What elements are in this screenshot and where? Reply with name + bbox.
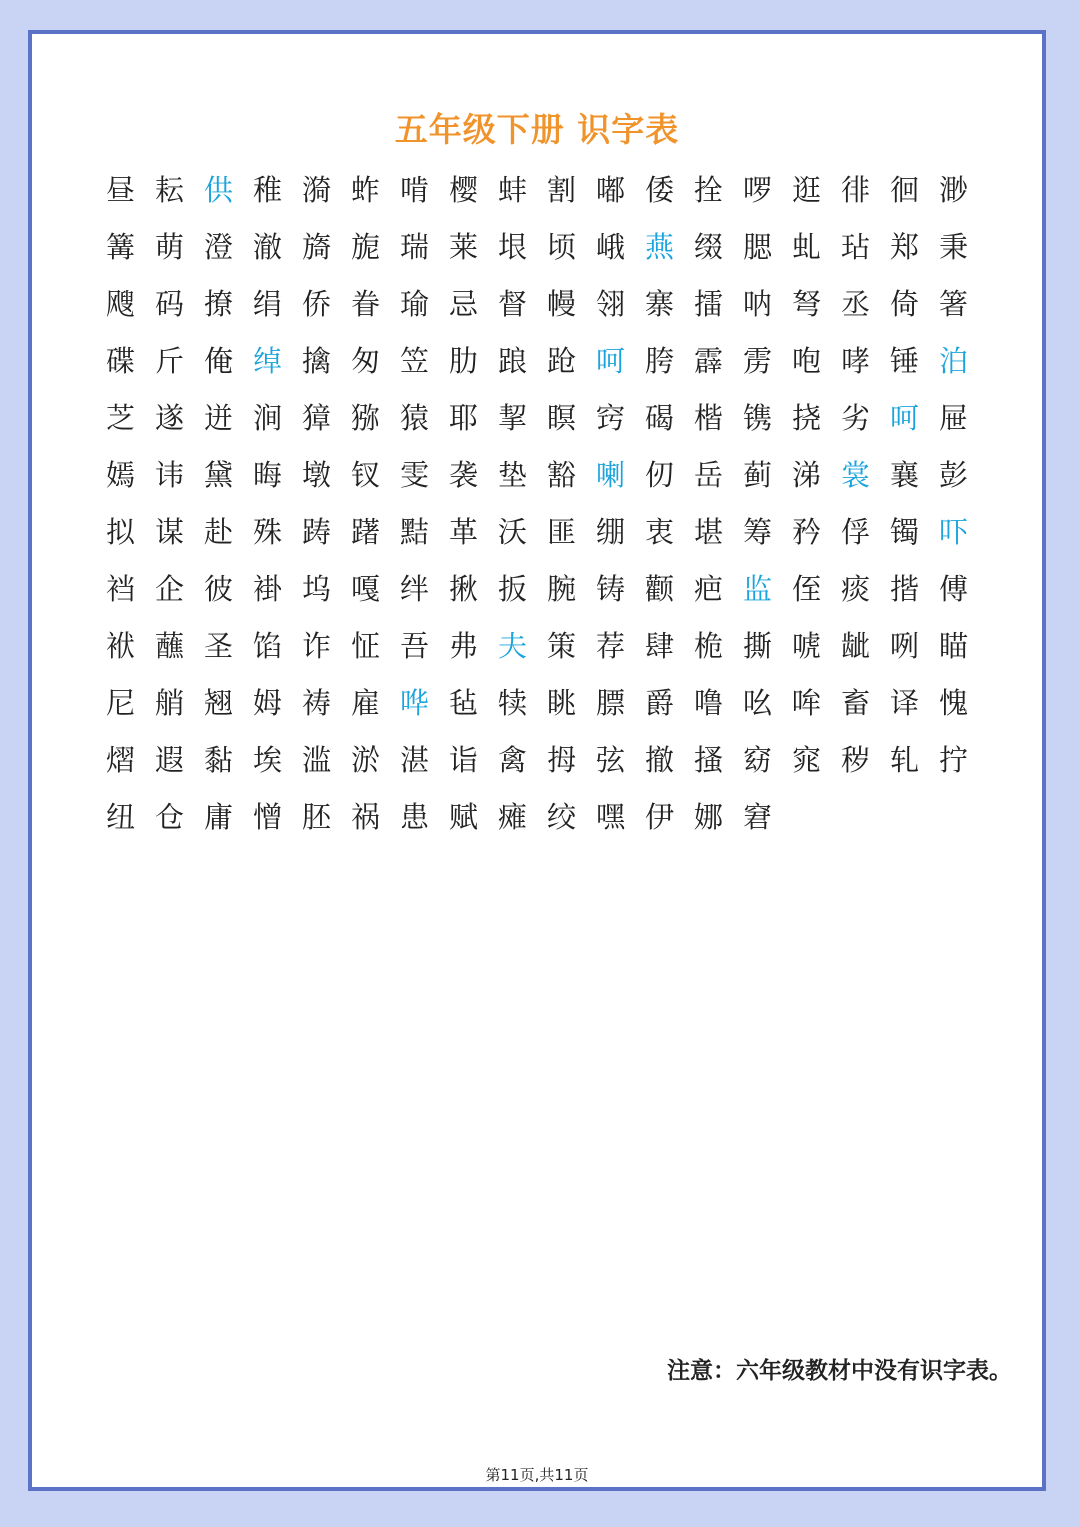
- character-cell: 箸: [938, 287, 968, 321]
- character-cell: 虬: [791, 230, 821, 264]
- character-cell: 诈: [301, 629, 331, 663]
- character-cell: 疤: [693, 572, 723, 606]
- character-cell: 滥: [301, 743, 331, 777]
- character-cell: 猿: [399, 401, 429, 435]
- character-cell: 弗: [448, 629, 478, 663]
- character-cell: 蚌: [497, 173, 527, 207]
- character-cell: 锤: [889, 344, 919, 378]
- character-cell: 霹: [693, 344, 723, 378]
- note-text: 注意：六年级教材中没有识字表。: [667, 1358, 1012, 1384]
- character-cell: 坞: [301, 572, 331, 606]
- character-cell: 澄: [203, 230, 233, 264]
- character-cell: 徘: [840, 173, 870, 207]
- character-cell: 拇: [546, 743, 576, 777]
- character-cell: 诣: [448, 743, 478, 777]
- character-cell: 躇: [350, 515, 380, 549]
- character-cell: 龇: [840, 629, 870, 663]
- character-cell: 俺: [203, 344, 233, 378]
- character-cell: 艄: [154, 686, 184, 720]
- character-cell: 哞: [791, 686, 821, 720]
- character-cell: 颧: [644, 572, 674, 606]
- character-cell: 黠: [399, 515, 429, 549]
- character-cell: 垠: [497, 230, 527, 264]
- character-cell: 遂: [154, 401, 184, 435]
- character-cell: 膘: [595, 686, 625, 720]
- character-cell: 讳: [154, 458, 184, 492]
- character-cell: 褂: [252, 572, 282, 606]
- character-cell: 患: [399, 800, 429, 834]
- character-cell: 哮: [840, 344, 870, 378]
- character-cell: 嘟: [595, 173, 625, 207]
- character-cell: 馅: [252, 629, 282, 663]
- character-cell: 拧: [938, 743, 968, 777]
- character-cell: 彼: [203, 572, 233, 606]
- character-cell: 襄: [889, 458, 919, 492]
- character-cell: 袱: [105, 629, 135, 663]
- character-grid: [96, 162, 978, 846]
- character-cell: 殊: [252, 515, 282, 549]
- character-cell: 蘸: [154, 629, 184, 663]
- character-cell: 篝: [105, 230, 135, 264]
- character-cell: 垫: [497, 458, 527, 492]
- character-cell: 忌: [448, 287, 478, 321]
- document-page: [28, 30, 1046, 1491]
- character-cell: 窍: [595, 401, 625, 435]
- character-cell: 镯: [889, 515, 919, 549]
- character-cell: 蓟: [742, 458, 772, 492]
- character-cell: 嘿: [595, 800, 625, 834]
- character-cell: 荐: [595, 629, 625, 663]
- character-cell: 绞: [546, 800, 576, 834]
- character-cell: 碟: [105, 344, 135, 378]
- character-cell: 秽: [840, 743, 870, 777]
- character-cell: 豁: [546, 458, 576, 492]
- character-cell: 峨: [595, 230, 625, 264]
- character-cell: 涧: [252, 401, 282, 435]
- character-cell: 秉: [938, 230, 968, 264]
- character-cell: 雯: [399, 458, 429, 492]
- character-cell: 眺: [546, 686, 576, 720]
- character-cell: 瞄: [938, 629, 968, 663]
- character-cell: 赴: [203, 515, 233, 549]
- character-cell: 绊: [399, 572, 429, 606]
- page-footer: 第11页,共11页: [485, 1466, 589, 1484]
- character-cell: 桅: [693, 629, 723, 663]
- character-cell: 寨: [644, 287, 674, 321]
- character-cell: 镌: [742, 401, 772, 435]
- character-cell: 铸: [595, 572, 625, 606]
- page-title: 五年级下册 识字表: [394, 110, 680, 149]
- character-cell: 姆: [252, 686, 282, 720]
- character-cell: 裳: [840, 458, 870, 492]
- character-cell: 侨: [301, 287, 331, 321]
- character-cell: 劣: [840, 401, 870, 435]
- character-cell: 耘: [154, 173, 184, 207]
- character-cell: 丞: [840, 287, 870, 321]
- character-cell: 谋: [154, 515, 184, 549]
- character-cell: 萌: [154, 230, 184, 264]
- character-cell: 赋: [448, 800, 478, 834]
- character-cell: 獐: [301, 401, 331, 435]
- character-cell: 黛: [203, 458, 233, 492]
- character-cell: 呐: [742, 287, 772, 321]
- character-cell: 呵: [595, 344, 625, 378]
- character-cell: 扳: [497, 572, 527, 606]
- character-cell: 徊: [889, 173, 919, 207]
- character-cell: 吓: [938, 515, 968, 549]
- character-cell: 遐: [154, 743, 184, 777]
- character-cell: 跄: [546, 344, 576, 378]
- character-cell: 肆: [644, 629, 674, 663]
- character-cell: 沃: [497, 515, 527, 549]
- character-cell: 撕: [742, 629, 772, 663]
- character-cell: 碣: [644, 401, 674, 435]
- character-cell: 胯: [644, 344, 674, 378]
- character-cell: 斤: [154, 344, 184, 378]
- character-cell: 飕: [105, 287, 135, 321]
- character-cell: 倚: [889, 287, 919, 321]
- character-cell: 擂: [693, 287, 723, 321]
- character-cell: 晦: [252, 458, 282, 492]
- character-cell: 企: [154, 572, 184, 606]
- character-cell: 窈: [742, 743, 772, 777]
- character-cell: 撤: [644, 743, 674, 777]
- character-cell: 黏: [203, 743, 233, 777]
- character-cell: 淤: [350, 743, 380, 777]
- character-cell: 祸: [350, 800, 380, 834]
- character-cell: 畜: [840, 686, 870, 720]
- character-cell: 腕: [546, 572, 576, 606]
- character-cell: 怔: [350, 629, 380, 663]
- character-cell: 钗: [350, 458, 380, 492]
- character-cell: 猕: [350, 401, 380, 435]
- character-cell: 昼: [105, 173, 135, 207]
- character-cell: 顷: [546, 230, 576, 264]
- character-cell: 绰: [252, 344, 282, 378]
- character-cell: 傅: [938, 572, 968, 606]
- character-cell: 踉: [497, 344, 527, 378]
- character-cell: 绢: [252, 287, 282, 321]
- character-cell: 迸: [203, 401, 233, 435]
- character-cell: 芝: [105, 401, 135, 435]
- character-cell: 泊: [938, 344, 968, 378]
- character-cell: 咧: [889, 629, 919, 663]
- character-cell: 岳: [693, 458, 723, 492]
- character-cell: 郑: [889, 230, 919, 264]
- character-cell: 圣: [203, 629, 233, 663]
- character-cell: 禽: [497, 743, 527, 777]
- character-cell: 伊: [644, 800, 674, 834]
- character-cell: 革: [448, 515, 478, 549]
- character-cell: 稚: [252, 173, 282, 207]
- character-cell: 娜: [693, 800, 723, 834]
- character-cell: 呵: [889, 401, 919, 435]
- character-cell: 俘: [840, 515, 870, 549]
- character-cell: 轧: [889, 743, 919, 777]
- character-cell: 樱: [448, 173, 478, 207]
- character-cell: 笠: [399, 344, 429, 378]
- character-cell: 庸: [203, 800, 233, 834]
- character-cell: 啰: [742, 173, 772, 207]
- character-cell: 挠: [791, 401, 821, 435]
- character-cell: 绷: [595, 515, 625, 549]
- character-cell: 啃: [399, 173, 429, 207]
- character-cell: 腮: [742, 230, 772, 264]
- character-cell: 拟: [105, 515, 135, 549]
- character-cell: 倭: [644, 173, 674, 207]
- character-cell: 堪: [693, 515, 723, 549]
- character-cell: 澈: [252, 230, 282, 264]
- character-cell: 供: [203, 173, 233, 207]
- character-cell: 熠: [105, 743, 135, 777]
- character-cell: 漪: [301, 173, 331, 207]
- character-cell: 爵: [644, 686, 674, 720]
- character-cell: 旖: [301, 230, 331, 264]
- character-cell: 耶: [448, 401, 478, 435]
- character-cell: 唬: [791, 629, 821, 663]
- character-cell: 屉: [938, 401, 968, 435]
- character-cell: 仞: [644, 458, 674, 492]
- character-cell: 吆: [742, 686, 772, 720]
- character-cell: 踌: [301, 515, 331, 549]
- character-cell: 译: [889, 686, 919, 720]
- character-cell: 夫: [497, 629, 527, 663]
- character-cell: 雳: [742, 344, 772, 378]
- character-cell: 幔: [546, 287, 576, 321]
- character-cell: 匆: [350, 344, 380, 378]
- character-cell: 祷: [301, 686, 331, 720]
- character-cell: 喇: [595, 458, 625, 492]
- character-cell: 翘: [203, 686, 233, 720]
- character-cell: 湛: [399, 743, 429, 777]
- character-cell: 旎: [350, 230, 380, 264]
- character-cell: 胚: [301, 800, 331, 834]
- character-cell: 撩: [203, 287, 233, 321]
- character-cell: 弦: [595, 743, 625, 777]
- character-cell: 痰: [840, 572, 870, 606]
- character-cell: 搔: [693, 743, 723, 777]
- character-cell: 窕: [791, 743, 821, 777]
- character-cell: 逛: [791, 173, 821, 207]
- character-cell: 埃: [252, 743, 282, 777]
- character-cell: 嫣: [105, 458, 135, 492]
- character-cell: 莱: [448, 230, 478, 264]
- character-cell: 瑜: [399, 287, 429, 321]
- character-cell: 蚱: [350, 173, 380, 207]
- character-cell: 彭: [938, 458, 968, 492]
- character-cell: 涕: [791, 458, 821, 492]
- character-cell: 哗: [399, 686, 429, 720]
- character-cell: 擒: [301, 344, 331, 378]
- character-cell: 侄: [791, 572, 821, 606]
- character-cell: 裆: [105, 572, 135, 606]
- character-cell: 挈: [497, 401, 527, 435]
- character-cell: 愧: [938, 686, 968, 720]
- character-cell: 玷: [840, 230, 870, 264]
- character-cell: 眷: [350, 287, 380, 321]
- character-cell: 渺: [938, 173, 968, 207]
- character-cell: 翎: [595, 287, 625, 321]
- character-cell: 燕: [644, 230, 674, 264]
- character-cell: 瞑: [546, 401, 576, 435]
- character-cell: 纽: [105, 800, 135, 834]
- character-cell: 揩: [889, 572, 919, 606]
- character-cell: 监: [742, 572, 772, 606]
- character-cell: 吾: [399, 629, 429, 663]
- character-cell: 督: [497, 287, 527, 321]
- character-cell: 匪: [546, 515, 576, 549]
- character-cell: 嘎: [350, 572, 380, 606]
- character-cell: 噜: [693, 686, 723, 720]
- character-cell: 缀: [693, 230, 723, 264]
- character-cell: 矜: [791, 515, 821, 549]
- character-cell: 袭: [448, 458, 478, 492]
- character-cell: 筹: [742, 515, 772, 549]
- character-cell: 衷: [644, 515, 674, 549]
- character-cell: 拴: [693, 173, 723, 207]
- character-cell: 瑞: [399, 230, 429, 264]
- character-cell: 楷: [693, 401, 723, 435]
- character-cell: 憎: [252, 800, 282, 834]
- character-cell: 毡: [448, 686, 478, 720]
- character-cell: 码: [154, 287, 184, 321]
- character-cell: 犊: [497, 686, 527, 720]
- character-cell: 窘: [742, 800, 772, 834]
- character-cell: 仓: [154, 800, 184, 834]
- character-cell: 雇: [350, 686, 380, 720]
- character-cell: 揪: [448, 572, 478, 606]
- character-cell: 弩: [791, 287, 821, 321]
- character-cell: 策: [546, 629, 576, 663]
- character-cell: 割: [546, 173, 576, 207]
- character-cell: 肋: [448, 344, 478, 378]
- character-cell: 咆: [791, 344, 821, 378]
- character-cell: 瘫: [497, 800, 527, 834]
- character-cell: 墩: [301, 458, 331, 492]
- character-cell: 尼: [105, 686, 135, 720]
